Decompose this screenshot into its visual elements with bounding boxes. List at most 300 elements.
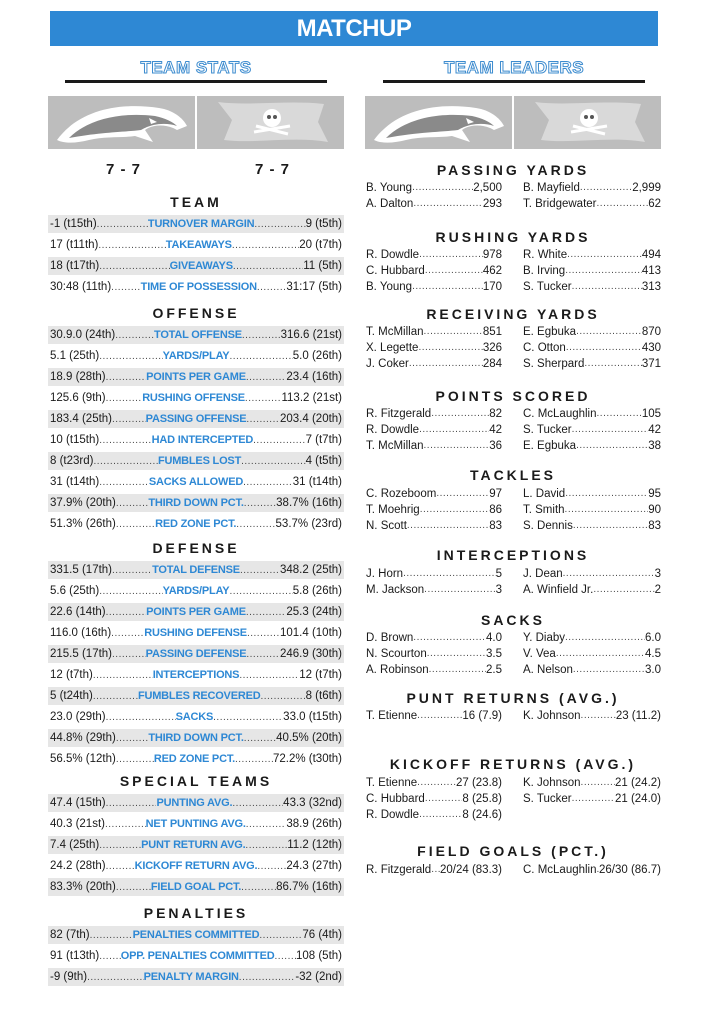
stat-right-value: 5.0 (26th) (292, 350, 343, 362)
stat-row (48, 926, 344, 944)
dot-leader (417, 777, 456, 792)
leader-value: 430 (641, 342, 661, 354)
leader-entry (366, 520, 502, 535)
leader-entry (523, 648, 661, 663)
leader-entry (366, 182, 502, 197)
stat-label: TIME OF POSSESSION (140, 281, 257, 293)
leader-value: 5 (495, 568, 502, 580)
dot-leader (233, 261, 303, 272)
stat-label: KICKOFF RETURN AVG. (134, 860, 258, 872)
stats-category-title: DEFENSE (152, 540, 240, 556)
matchup-banner (50, 11, 658, 46)
stat-row (48, 494, 344, 512)
stat-right-value: 5.8 (26th) (292, 585, 343, 597)
leader-entry (366, 864, 502, 879)
leader-name: V. Vea (523, 648, 556, 660)
leader-entry (366, 710, 502, 725)
dot-leader (106, 607, 147, 618)
stat-left-value: 18 (t17th) (50, 260, 100, 272)
dot-leader (584, 358, 641, 373)
stat-right-value: 101.4 (10th) (279, 627, 342, 639)
dot-leader (572, 424, 649, 439)
dot-leader (116, 754, 154, 765)
leader-entry (366, 249, 502, 264)
leader-value: 3.5 (486, 648, 502, 660)
stat-label: POINTS PER GAME (146, 371, 246, 383)
stat-label: RED ZONE PCT. (153, 753, 235, 765)
stat-left-value: 30:48 (11th) (50, 281, 112, 293)
stat-right-value: 43.3 (32nd) (283, 797, 342, 809)
leader-value: 83 (489, 520, 502, 532)
leader-category-title: FIELD GOALS (PCT.) (417, 843, 609, 859)
leader-entry (366, 793, 502, 808)
dot-leader (236, 519, 275, 530)
leader-value: 462 (482, 265, 502, 277)
leader-entry (523, 664, 661, 679)
dot-leader (253, 435, 305, 446)
leader-entry (366, 632, 502, 647)
dot-leader (245, 393, 282, 404)
dot-leader (99, 261, 169, 272)
leader-entry (366, 648, 502, 663)
stat-left-value: -9 (9th) (50, 971, 88, 983)
leader-entry (523, 342, 661, 357)
stat-row (48, 750, 344, 768)
leader-value: 170 (482, 281, 502, 293)
stat-right-value: 86.7% (16th) (276, 881, 342, 893)
banner-title: MATCHUP (296, 14, 412, 42)
stat-label: NET PUNTING AVG. (145, 818, 246, 830)
dot-leader (573, 520, 648, 535)
leader-name: S. Sherpard (523, 358, 585, 370)
stat-label: PUNT RETURN AVG. (141, 839, 246, 851)
leader-value: 42 (648, 424, 661, 436)
dot-leader (247, 628, 280, 639)
leader-entry (523, 520, 661, 535)
dot-leader (565, 265, 642, 280)
stat-label: RUSHING DEFENSE (144, 627, 247, 639)
stat-right-value: 33.0 (t15th) (283, 711, 342, 723)
leader-name: L. David (523, 488, 566, 500)
stat-label: TOTAL DEFENSE (152, 564, 240, 576)
stat-right-value: 31:17 (5th) (286, 281, 342, 293)
leader-name: T. Etienne (366, 710, 418, 722)
team-leaders-rule (383, 80, 645, 83)
dot-leader (419, 809, 462, 824)
leader-name: K. Johnson (523, 710, 581, 722)
leader-value: 8 (24.6) (462, 809, 502, 821)
dot-leader (243, 477, 293, 488)
stat-row (48, 857, 344, 875)
leader-value: 3 (654, 568, 661, 580)
dot-leader (99, 351, 162, 362)
stat-label: OPP. PENALTIES COMMITTED (120, 950, 275, 962)
stat-left-value: 24.2 (28th) (50, 860, 106, 872)
leader-name: A. Dalton (366, 198, 414, 210)
leader-entry (366, 488, 502, 503)
dot-leader (98, 240, 165, 251)
leader-value: 82 (489, 408, 502, 420)
leader-name: S. Tucker (523, 793, 572, 805)
stat-label: YARDS/PLAY (162, 585, 230, 597)
dot-leader (246, 607, 287, 618)
leader-name: C. McLaughlin (523, 864, 597, 876)
leader-value: 20/24 (83.3) (439, 864, 502, 876)
leader-value: 8 (25.8) (462, 793, 502, 805)
leader-value: 4.5 (645, 648, 661, 660)
dot-leader (116, 498, 148, 509)
dot-leader (567, 249, 642, 264)
stat-left-value: 5 (t24th) (50, 690, 93, 702)
stat-right-value: 12 (t7th) (299, 669, 343, 681)
leader-entry (523, 326, 661, 341)
dot-leader (409, 358, 483, 373)
stat-right-value: 38.7% (16th) (276, 497, 343, 509)
dot-leader (97, 219, 148, 230)
leader-entry (366, 281, 502, 296)
leader-value: 27 (23.8) (455, 777, 502, 789)
leader-value: 23 (11.2) (615, 710, 661, 722)
stat-row (48, 836, 344, 854)
leader-category-title: KICKOFF RETURNS (AVG.) (389, 756, 637, 772)
dot-leader (580, 182, 632, 197)
leader-name: M. Jackson (366, 584, 425, 596)
stat-right-value: 11 (5th) (303, 260, 343, 272)
leader-entry (366, 777, 502, 792)
dot-leader (257, 282, 287, 293)
leader-entry (523, 710, 661, 725)
leader-name: S. Dennis (523, 520, 573, 532)
dot-leader (106, 861, 135, 872)
leader-name: A. Robinson (366, 664, 429, 676)
leader-value: 3 (495, 584, 502, 596)
dot-leader (239, 670, 299, 681)
stat-label: TURNOVER MARGIN (147, 218, 255, 230)
stat-left-value: 91 (t13th) (50, 950, 100, 962)
stat-row (48, 624, 344, 642)
dot-leader (111, 282, 141, 293)
dot-leader (105, 819, 146, 830)
leader-value: 38 (648, 440, 661, 452)
dot-leader (424, 326, 483, 341)
stats-category-title: SPECIAL TEAMS (119, 773, 273, 789)
leader-name: J. Coker (366, 358, 409, 370)
dot-leader (420, 504, 490, 519)
stat-right-value: 76 (4th) (302, 929, 342, 941)
stat-right-value: 23.4 (16th) (286, 371, 342, 383)
panther-logo-icon (48, 96, 195, 149)
dot-leader (241, 882, 276, 893)
stat-right-value: 113.2 (21st) (281, 392, 342, 404)
dot-leader (413, 632, 486, 647)
team-stats-rule (65, 80, 327, 83)
stat-label: SACKS (175, 711, 214, 723)
stat-row (48, 878, 344, 896)
dot-leader (116, 519, 155, 530)
stat-row (48, 215, 344, 233)
left-team-record: 7 - 7 (106, 161, 142, 178)
stat-label: YARDS/PLAY (162, 350, 230, 362)
dot-leader (407, 520, 489, 535)
stat-label: TAKEAWAYS (165, 239, 232, 251)
leader-name: T. Smith (523, 504, 565, 516)
dot-leader (111, 628, 144, 639)
dot-leader (93, 691, 138, 702)
dot-leader (424, 584, 495, 599)
stat-row (48, 794, 344, 812)
leader-category-title: TACKLES (469, 467, 557, 483)
leader-name: J. Dean (523, 568, 563, 580)
leader-entry (523, 568, 661, 583)
leader-name: B. Young (366, 281, 413, 293)
dot-leader (93, 456, 157, 467)
team-leaders-logos (365, 96, 661, 149)
leader-value: 2 (654, 584, 661, 596)
stat-right-value: 7 (t7th) (305, 434, 342, 446)
dot-leader (260, 691, 305, 702)
dot-leader (274, 951, 296, 962)
dot-leader (597, 408, 642, 423)
team-stats-header (65, 58, 327, 84)
leader-entry (523, 424, 661, 439)
stat-label: PENALTY MARGIN (143, 971, 239, 983)
stat-row (48, 410, 344, 428)
stat-left-value: 8 (t23rd) (50, 455, 94, 467)
dot-leader (106, 372, 147, 383)
stat-right-value: 9 (t5th) (305, 218, 342, 230)
dot-leader (106, 712, 176, 723)
leader-name: A. Nelson (523, 664, 573, 676)
leader-entry (523, 358, 661, 373)
stat-row (48, 645, 344, 663)
stat-label: FUMBLES LOST (157, 455, 242, 467)
leader-category-title: RUSHING YARDS (435, 229, 591, 245)
dot-leader (257, 861, 286, 872)
leader-name: C. Hubbard (366, 265, 425, 277)
leader-name: R. Fitzgerald (366, 864, 432, 876)
dot-leader (242, 330, 281, 341)
stat-left-value: 47.4 (15th) (50, 797, 106, 809)
buccaneer-flag-logo-icon (514, 96, 661, 149)
leader-entry (366, 664, 502, 679)
dot-leader (213, 712, 283, 723)
leader-name: R. White (523, 249, 568, 261)
stat-row (48, 473, 344, 491)
leader-name: J. Horn (366, 568, 404, 580)
stat-right-value: 53.7% (23rd) (275, 518, 343, 530)
stat-label: PASSING OFFENSE (145, 413, 247, 425)
stat-right-value: 31 (t14th) (292, 476, 342, 488)
dot-leader (593, 584, 654, 599)
leader-name: A. Winfield Jr. (523, 584, 594, 596)
dot-leader (235, 754, 273, 765)
leader-value: 36 (489, 440, 502, 452)
dot-leader (572, 281, 642, 296)
dot-leader (90, 930, 133, 941)
dot-leader (425, 265, 483, 280)
stat-label: TOTAL OFFENSE (154, 329, 242, 341)
stat-right-value: 24.3 (27th) (286, 860, 343, 872)
leader-entry (366, 568, 502, 583)
dot-leader (116, 882, 151, 893)
leader-value: 86 (489, 504, 502, 516)
stat-left-value: 10 (t15th) (50, 434, 100, 446)
leader-name: K. Johnson (523, 777, 581, 789)
leader-value: 62 (648, 198, 661, 210)
stats-category-title: PENALTIES (143, 905, 249, 921)
leader-name: S. Tucker (523, 424, 572, 436)
stat-left-value: 37.9% (20th) (50, 497, 116, 509)
dot-leader (246, 819, 287, 830)
leader-name: C. McLaughlin (523, 408, 597, 420)
stat-row (48, 278, 344, 296)
stat-left-value: 12 (t7th) (50, 669, 93, 681)
leader-value: 978 (482, 249, 502, 261)
leader-name: C. Otton (523, 342, 566, 354)
stat-row (48, 687, 344, 705)
stat-right-value: -32 (2nd) (295, 971, 342, 983)
dot-leader (436, 488, 489, 503)
dot-leader (99, 840, 141, 851)
stat-label: THIRD DOWN PCT. (148, 497, 244, 509)
dot-leader (245, 840, 287, 851)
leader-value: 26/30 (86.7) (598, 864, 661, 876)
dot-leader (99, 951, 121, 962)
leader-name: T. McMillan (366, 440, 424, 452)
stat-right-value: 25.3 (24th) (286, 606, 342, 618)
leader-name: B. Irving (523, 265, 566, 277)
stat-left-value: 31 (t14th) (50, 476, 100, 488)
dot-leader (581, 710, 616, 725)
stat-right-value: 38.9 (26th) (286, 818, 343, 830)
team-leaders-title: TEAM LEADERS (443, 58, 585, 77)
leader-name: S. Tucker (523, 281, 572, 293)
stats-category-title: TEAM (170, 194, 222, 210)
dot-leader (244, 733, 276, 744)
dot-leader (232, 240, 299, 251)
stat-left-value: 116.0 (16th) (50, 627, 112, 639)
dot-leader (115, 330, 154, 341)
buccaneer-flag-logo-icon (197, 96, 344, 149)
leader-value: 326 (482, 342, 502, 354)
leader-entry (523, 488, 661, 503)
leader-value: 3.0 (645, 664, 661, 676)
stat-label: THIRD DOWN PCT. (148, 732, 244, 744)
stat-right-value: 72.2% (t30th) (272, 753, 343, 765)
dot-leader (259, 930, 302, 941)
leader-entry (523, 864, 661, 879)
dot-leader (417, 710, 462, 725)
stat-right-value: 348.2 (25th) (280, 564, 343, 576)
stat-row (48, 582, 344, 600)
dot-leader (419, 424, 489, 439)
leader-value: 16 (7.9) (462, 710, 502, 722)
dot-leader (254, 219, 305, 230)
team-stats-title: TEAM STATS (140, 58, 252, 77)
dot-leader (413, 198, 483, 213)
leader-name: T. Etienne (366, 777, 418, 789)
leader-entry (366, 198, 502, 213)
stat-label: RED ZONE PCT. (155, 518, 237, 530)
leader-category-title: RECEIVING YARDS (426, 306, 600, 322)
dot-leader (565, 504, 649, 519)
stat-label: POINTS PER GAME (146, 606, 246, 618)
dot-leader (106, 798, 157, 809)
stat-label: PASSING DEFENSE (145, 648, 247, 660)
stat-left-value: 18.9 (28th) (50, 371, 106, 383)
leader-value: 90 (648, 504, 661, 516)
stat-left-value: 30.9.0 (24th) (50, 329, 116, 341)
stat-row (48, 347, 344, 365)
dot-leader (112, 414, 146, 425)
leader-name: R. Dowdle (366, 249, 420, 261)
stat-row (48, 236, 344, 254)
stat-right-value: 20 (t7th) (299, 239, 343, 251)
leader-entry (523, 793, 661, 808)
leader-category-title: PASSING YARDS (436, 162, 590, 178)
team-records (48, 161, 344, 181)
leader-entry (366, 342, 502, 357)
leader-category-title: PUNT RETURNS (AVG.) (406, 690, 620, 706)
dot-leader (581, 777, 615, 792)
stat-row (48, 368, 344, 386)
stat-right-value: 108 (5th) (295, 950, 342, 962)
stat-right-value: 246.9 (30th) (279, 648, 342, 660)
dot-leader (112, 565, 152, 576)
dot-leader (431, 408, 489, 423)
stat-label: GIVEAWAYS (169, 260, 233, 272)
dot-leader (99, 435, 151, 446)
leader-name: R. Fitzgerald (366, 408, 432, 420)
leader-entry (523, 198, 661, 213)
stat-left-value: 56.5% (12th) (50, 753, 116, 765)
dot-leader (565, 488, 648, 503)
leader-entry (523, 504, 661, 519)
leader-entry (523, 408, 661, 423)
stat-left-value: -1 (t15th) (50, 218, 97, 230)
dot-leader (412, 182, 473, 197)
stat-row (48, 257, 344, 275)
stat-label: FIELD GOAL PCT. (150, 881, 242, 893)
leader-name: C. Hubbard (366, 793, 425, 805)
stat-right-value: 4 (t5th) (305, 455, 342, 467)
leader-value: 293 (482, 198, 502, 210)
stat-left-value: 125.6 (9th) (50, 392, 106, 404)
stat-row (48, 515, 344, 533)
dot-leader (99, 586, 162, 597)
stat-label: RUSHING OFFENSE (142, 392, 245, 404)
dot-leader (431, 864, 440, 879)
leader-entry (523, 182, 661, 197)
leader-entry (366, 265, 502, 280)
leader-name: T. McMillan (366, 326, 424, 338)
leader-name: E. Egbuka (523, 440, 577, 452)
leader-value: 21 (24.0) (614, 793, 661, 805)
stat-left-value: 5.6 (25th) (50, 585, 100, 597)
stat-left-value: 82 (7th) (50, 929, 90, 941)
leader-entry (366, 440, 502, 455)
leader-entry (523, 440, 661, 455)
leader-entry (366, 424, 502, 439)
dot-leader (246, 372, 287, 383)
leader-entry (366, 504, 502, 519)
stat-left-value: 331.5 (17th) (50, 564, 113, 576)
stat-row (48, 326, 344, 344)
dot-leader (87, 972, 144, 983)
leader-entry (366, 326, 502, 341)
leader-name: T. Bridgewater (523, 198, 597, 210)
dot-leader (246, 414, 280, 425)
